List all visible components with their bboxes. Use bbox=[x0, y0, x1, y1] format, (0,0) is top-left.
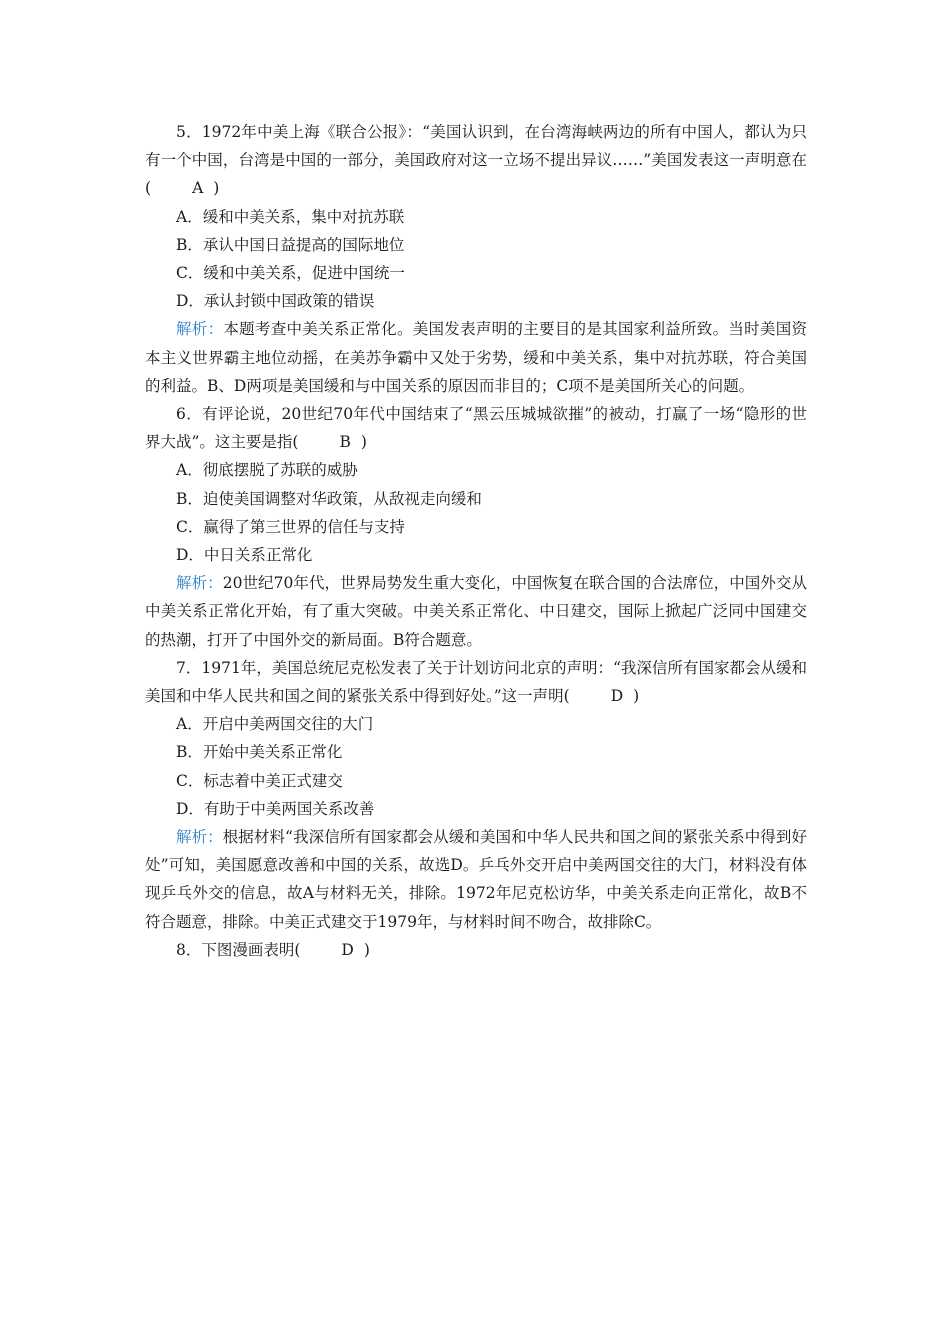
question-5-answer: A bbox=[192, 179, 204, 198]
question-7-option-c: C．标志着中美正式建交 bbox=[176, 771, 343, 790]
question-6-option-c: C．赢得了第三世界的信任与支持 bbox=[176, 517, 405, 536]
analysis-label: 解析： bbox=[176, 320, 224, 339]
analysis-label: 解析： bbox=[176, 574, 223, 593]
question-8-stem: 8．下图漫画表明( D ) bbox=[145, 936, 807, 964]
question-6-answer: B bbox=[339, 433, 351, 452]
question-7-answer: D bbox=[610, 687, 624, 706]
question-5-option-b: B．承认中国日益提高的国际地位 bbox=[176, 235, 405, 254]
question-7-option-b: B．开始中美关系正常化 bbox=[176, 743, 343, 762]
question-7-stem: 7．1971年，美国总统尼克松发表了关于计划访问北京的声明：“我深信所有国家都会从缓和美国和中华人民共和国之间的紧张关系中得到好处。”这一声明( D ) bbox=[145, 654, 807, 710]
question-6-option-a: A．彻底摆脱了苏联的威胁 bbox=[176, 461, 358, 480]
question-7-option-a: A．开启中美两国交往的大门 bbox=[176, 715, 374, 734]
question-6-option-d: D．中日关系正常化 bbox=[176, 546, 313, 565]
question-6-option-b: B．迫使美国调整对华政策，从敌视走向缓和 bbox=[176, 489, 482, 508]
question-5-option-d: D．承认封锁中国政策的错误 bbox=[176, 292, 375, 311]
question-6-stem: 6．有评论说，20世纪70年代中国结束了“黑云压城城欲摧”的被动，打赢了一场“隐形的世界大战”。这主要是指( B ) bbox=[145, 400, 807, 456]
question-7-option-d: D．有助于中美两国关系改善 bbox=[176, 799, 375, 818]
document-page bbox=[145, 118, 807, 964]
question-7-analysis: 解析：根据材料“我深信所有国家都会从缓和美国和中华人民共和国之间的紧张关系中得到好处”可知，美国愿意改善和中国的关系，故选D。乒乓外交开启中美两国交往的大门，材料没有体现乒乓外交的信息，故A与材料无关，排除。1972年尼克松访华，中美关系走向正常化，故B不符合题意，排除。中美正式建交于1979年，与材料时间不吻合，故排除C。 bbox=[145, 828, 807, 931]
question-5-option-a: A．缓和中美关系，集中对抗苏联 bbox=[176, 207, 405, 226]
question-5-stem: 5．1972年中美上海《联合公报》：“美国认识到，在台湾海峡两边的所有中国人，都认为只有一个中国，台湾是中国的一部分，美国政府对这一立场不提出异议……”美国发表这一声明意在( A ) bbox=[145, 118, 807, 203]
analysis-label: 解析： bbox=[176, 828, 223, 847]
question-8-answer: D bbox=[341, 940, 354, 959]
question-6-analysis: 解析：20世纪70年代，世界局势发生重大变化，中国恢复在联合国的合法席位，中国外交从中美关系正常化开始，有了重大突破。中美关系正常化、中日建交，国际上掀起广泛同中国建交的热潮，打开了中国外交的新局面。B符合题意。 bbox=[145, 574, 807, 649]
question-5-analysis: 解析：本题考查中美关系正常化。美国发表声明的主要目的是其国家利益所致。当时美国资本主义世界霸主地位动摇，在美苏争霸中又处于劣势，缓和中美关系，集中对抗苏联，符合美国的利益。B、D两项是美国缓和与中国关系的原因而非目的；C项不是美国所关心的问题。 bbox=[145, 320, 807, 395]
question-5-option-c: C．缓和中美关系，促进中国统一 bbox=[176, 264, 405, 283]
